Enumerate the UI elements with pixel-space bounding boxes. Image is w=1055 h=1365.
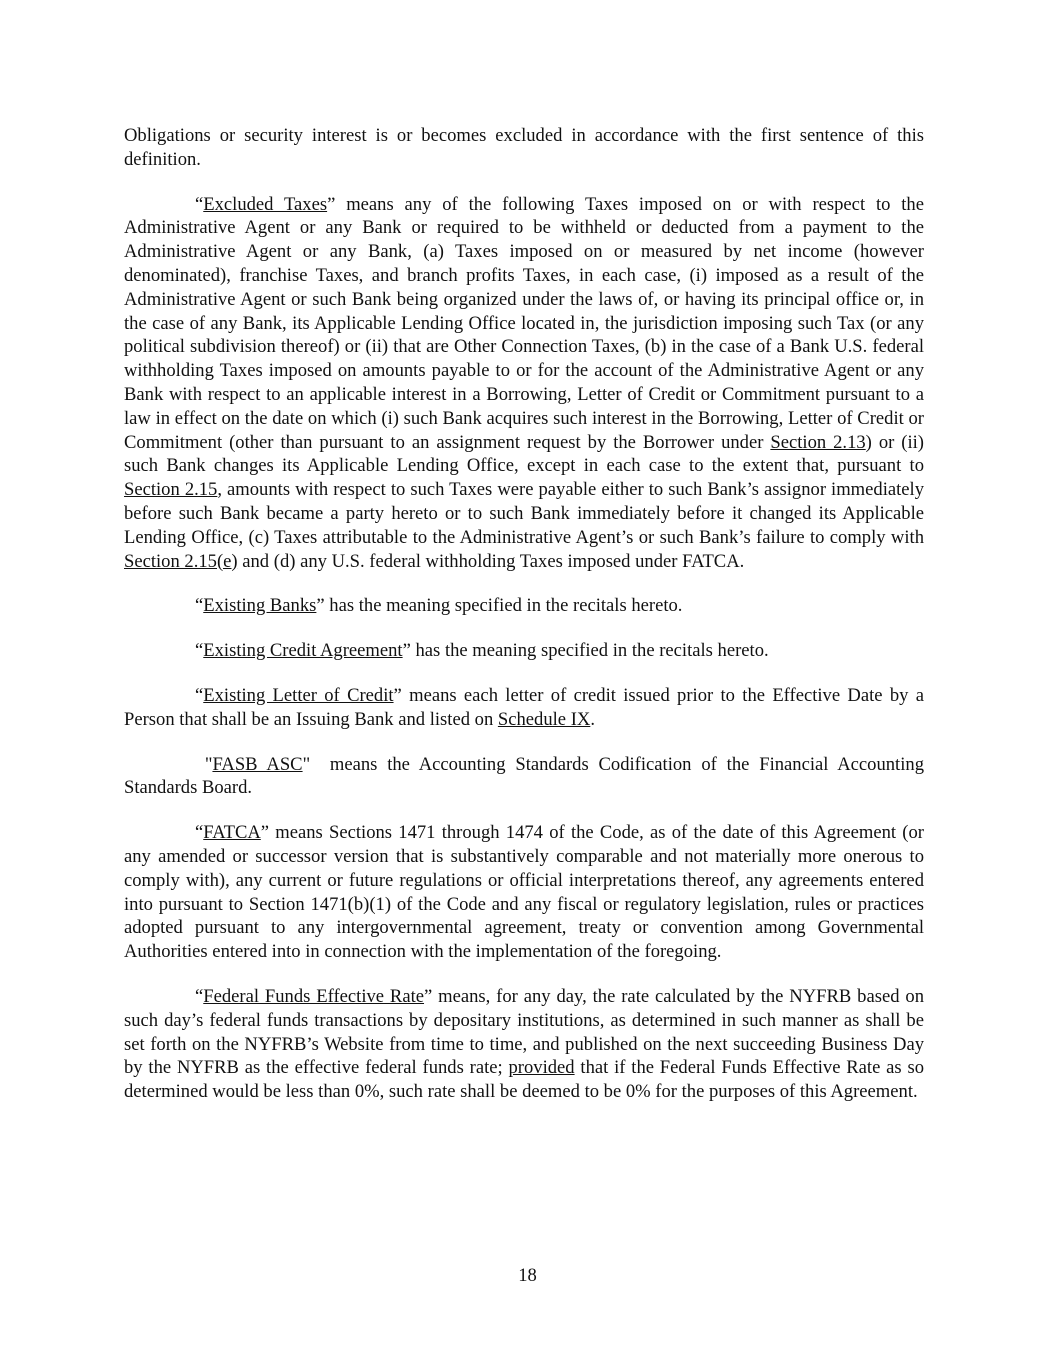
definition-federal-funds-effective-rate: [124, 985, 924, 1104]
definition-existing-letter-of-credit: [124, 684, 924, 732]
defined-term: Existing Credit Agreement: [203, 640, 403, 662]
open-quote: “: [195, 822, 204, 844]
open-quote: “: [195, 684, 204, 706]
definition-text: ) or (ii) such Bank changes its Applicable Lending Office, except in each case to the extent that, pursuant to: [124, 431, 924, 477]
section-reference: Section 2.15(e): [124, 550, 238, 572]
defined-term: Existing Banks: [203, 595, 317, 617]
defined-term: Existing Letter of Credit: [203, 684, 394, 706]
definition-text: .: [590, 708, 595, 730]
definition-text: ” means, for any day, the rate calculated by the NYFRB based on such day’s federal funds transactions by depositary institutions, as determined in such manner as shall be set forth on the NYFRB’s Website from time to time, and published on the next succeeding Business Day by the NYFRB as the effective federal funds rate;: [124, 985, 924, 1079]
definition-text: ” means Sections 1471 through 1474 of the Code, as of the date of this Agreement (or any amended or successor version that is substantively comparable and not materially more onerous to comply with), any current or future regulations or official interpretations thereof, any agreements entered into pursuant to Section 1471(b)(1) of the Code and any fiscal or regulatory legislation, rules or practices adopted pursuant to any intergovernmental agreement, treaty or convention among Governmental Authorities entered into in connection with the implementation of the foregoing.: [124, 822, 924, 963]
open-quote: “: [195, 985, 204, 1007]
schedule-reference: Schedule IX: [497, 708, 591, 730]
definition-text: and (d) any U.S. federal withholding Taxes imposed under FATCA.: [237, 550, 745, 572]
open-quote: “: [195, 193, 204, 215]
open-quote: “: [195, 640, 204, 662]
definition-fasb-asc: [124, 753, 924, 801]
defined-term: FASB ASC: [212, 753, 303, 775]
definition-existing-credit-agreement: [124, 639, 924, 663]
proviso-reference: provided: [508, 1057, 575, 1079]
paragraph-continuation: [124, 124, 924, 172]
paragraph-text: Obligations or security interest is or becomes excluded in accordance with the first sentence of this definition.: [124, 125, 924, 170]
defined-term: Federal Funds Effective Rate: [203, 985, 425, 1007]
defined-term: FATCA: [203, 822, 261, 844]
definition-text: ” has the meaning specified in the recitals hereto.: [316, 595, 683, 617]
definition-text: that if the Federal Funds Effective Rate as so determined would be less than 0%, such rate shall be deemed to be 0% for the purposes of this Agreement.: [124, 1057, 924, 1103]
definition-text: ” has the meaning specified in the recitals hereto.: [402, 640, 769, 662]
definition-text: ” means any of the following Taxes imposed on or with respect to the Administrative Agent or any Bank or required to be withheld or deducted from a payment to the Administrative Agent or any Bank, (a) Taxes imposed on or measured by net income (however denominated), franchise Taxes, and branch profits Taxes, in each case, (i) imposed as a result of the Administrative Agent or such Bank being organized under the laws of, or having its principal office or, in the case of any Bank, its Applicable Lending Office located in, the jurisdiction imposing such Tax (or any political subdivision thereof) or (ii) that are Other Connection Taxes, (b) in the case of a Bank U.S. federal withholding Taxes imposed on amounts payable to or for the account of the Administrative Agent or any Bank with respect to an applicable interest in a Borrowing, Letter of Credit or Commitment pursuant to a law in effect on the date on which (i) such Bank acquires such interest in the Borrowing, Letter of Credit or Commitment (other than pursuant to an assignment request by the Borrower under: [124, 193, 924, 453]
page-number: 18: [518, 1265, 537, 1286]
defined-term: Excluded Taxes: [203, 193, 328, 215]
definition-excluded-taxes: [124, 193, 924, 574]
definition-text: " means the Accounting Standards Codification of the Financial Accounting Standards Board.: [124, 753, 924, 799]
section-reference: Section 2.13: [770, 431, 866, 453]
definition-text: ” means each letter of credit issued prior to the Effective Date by a Person that shall be an Issuing Bank and listed on: [124, 684, 924, 730]
section-reference: Section 2.15: [124, 479, 218, 501]
definition-fatca: [124, 821, 924, 964]
definition-text: , amounts with respect to such Taxes were payable either to such Bank’s assignor immediately before such Bank became a party hereto or to such Bank immediately before it changed its Applicable Lending Office, (c) Taxes attributable to the Administrative Agent’s or such Bank’s failure to comply with: [124, 479, 924, 548]
document-page: [124, 124, 924, 1125]
open-quote: ": [195, 753, 213, 775]
definition-existing-banks: [124, 594, 924, 618]
open-quote: “: [195, 595, 204, 617]
